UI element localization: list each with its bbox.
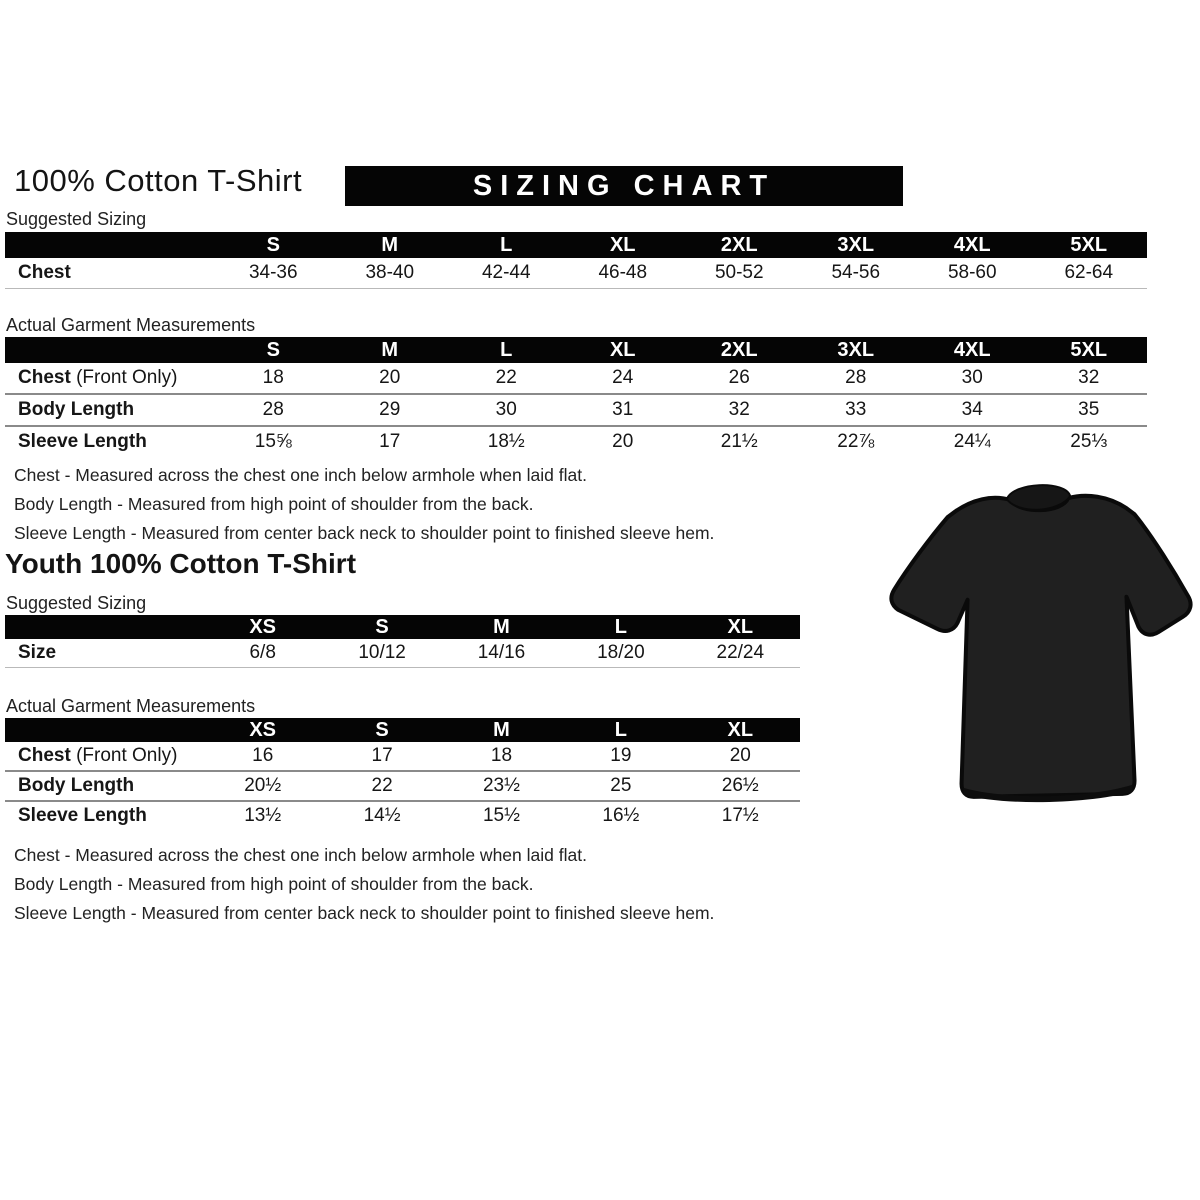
size-column-header: M [332,232,449,258]
measurement-cell: 19 [610,745,632,766]
measurement-cell: 20½ [203,771,322,801]
table-row [5,801,800,830]
measurement-cell: 28 [215,394,332,426]
youth-measurement-notes [14,841,714,928]
youth-suggested-sizing-table [5,615,800,668]
measurement-note: Body Length - Measured from high point of shoulder from the back. [14,874,534,894]
measurement-cell: 10/12 [322,639,441,668]
adult-suggested-sizing-label: Suggested Sizing [6,209,147,229]
black-t-shirt-image [885,468,1197,820]
measurement-cell: 22 [322,771,441,801]
size-column-header: 4XL [914,337,1031,363]
row-label: Body Length [5,771,203,801]
measurement-cell: 62-64 [1031,258,1148,289]
measurement-cell: 30 [961,367,983,388]
row-label: Chest (Front Only) [18,745,178,766]
measurement-cell: 22⅞ [798,426,915,457]
measurement-cell: 35 [1031,394,1148,426]
table-row [5,426,1147,457]
measurement-cell: 16½ [561,801,680,830]
size-column-header: 2XL [681,232,798,258]
youth-title: Youth 100% Cotton T-Shirt [5,548,357,579]
size-column-header: 3XL [798,337,915,363]
table-header-row [5,232,1147,258]
table-row [5,394,1147,426]
measurement-cell: 34 [914,394,1031,426]
table-header-row [5,337,1147,363]
measurement-note: Body Length - Measured from high point of shoulder from the back. [14,494,534,514]
t-shirt-body [891,496,1190,797]
size-column-header: XL [681,718,800,742]
measurement-cell: 16 [252,745,274,766]
measurement-cell: 38-40 [332,258,449,289]
table-header-row [5,718,800,742]
measurement-cell: 20 [729,745,751,766]
measurement-cell: 26½ [681,771,800,801]
measurement-cell: 23½ [442,771,561,801]
table-row [5,771,800,801]
size-column-header: XL [565,337,682,363]
measurement-cell: 14½ [322,801,441,830]
measurement-cell: 24¼ [914,426,1031,457]
measurement-cell: 14/16 [442,639,561,668]
size-column-header: M [442,718,561,742]
size-column-header: S [215,232,332,258]
youth-suggested-sizing-label: Suggested Sizing [6,593,147,613]
sizing-chart-banner: SIZING CHART [345,166,903,206]
size-column-header: L [561,718,680,742]
measurement-cell: 13½ [203,801,322,830]
size-column-header: 4XL [914,232,1031,258]
corner-cell [5,232,215,258]
row-label: Chest (Front Only) [18,367,178,388]
measurement-cell: 17½ [681,801,800,830]
measurement-cell: 6/8 [203,639,322,668]
size-column-header: S [215,337,332,363]
corner-cell [5,718,203,742]
measurement-cell: 18 [262,367,284,388]
size-column-header: XS [203,718,322,742]
measurement-cell: 21½ [681,426,798,457]
size-column-header: M [442,615,561,639]
size-column-header: L [448,232,565,258]
measurement-note: Chest - Measured across the chest one inch below armhole when laid flat. [14,465,587,485]
measurement-cell: 32 [1078,367,1100,388]
measurement-cell: 15½ [442,801,561,830]
adult-measurement-notes [14,461,714,548]
size-column-header: XS [203,615,322,639]
row-label: Sleeve Length [5,801,203,830]
measurement-cell: 58-60 [914,258,1031,289]
row-label: Size [5,639,203,668]
measurement-cell: 18 [490,745,513,766]
measurement-cell: 25 [561,771,680,801]
size-column-header: S [322,615,441,639]
measurement-cell: 54-56 [798,258,915,289]
measurement-cell: 26 [728,367,750,388]
table-row [5,363,1147,394]
size-column-header: XL [681,615,800,639]
measurement-cell: 22/24 [681,639,800,668]
measurement-cell: 42-44 [448,258,565,289]
measurement-cell: 31 [565,394,682,426]
table-header-row [5,615,800,639]
corner-cell [5,337,215,363]
corner-cell [5,615,203,639]
table-row [5,258,1147,289]
size-column-header: 5XL [1031,337,1148,363]
measurement-cell: 20 [379,367,401,388]
measurement-note: Sleeve Length - Measured from center back neck to shoulder point to finished sleeve hem. [14,523,715,543]
measurement-cell: 50-52 [681,258,798,289]
measurement-cell: 15⅝ [215,426,332,457]
measurement-cell: 24 [612,367,634,388]
measurement-cell: 18½ [448,426,565,457]
measurement-note: Chest - Measured across the chest one inch below armhole when laid flat. [14,845,587,865]
size-column-header: L [448,337,565,363]
size-column-header: 5XL [1031,232,1148,258]
size-column-header: 2XL [681,337,798,363]
measurement-cell: 29 [332,394,449,426]
adult-actual-measurements-table [5,337,1147,457]
size-column-header: XL [565,232,682,258]
size-column-header: M [332,337,449,363]
adult-actual-measurements-label: Actual Garment Measurements [6,315,256,335]
size-column-header: S [322,718,441,742]
measurement-cell: 22 [495,367,517,388]
measurement-cell: 28 [845,367,867,388]
measurement-cell: 18/20 [561,639,680,668]
row-label: Chest [5,258,215,289]
measurement-cell: 30 [448,394,565,426]
measurement-cell: 33 [798,394,915,426]
measurement-cell: 25⅓ [1031,426,1148,457]
measurement-cell: 17 [332,426,449,457]
youth-actual-measurements-label: Actual Garment Measurements [6,696,256,716]
size-column-header: 3XL [798,232,915,258]
measurement-cell: 32 [681,394,798,426]
row-label: Sleeve Length [5,426,215,457]
measurement-cell: 17 [371,745,393,766]
table-row [5,639,800,668]
page-title: 100% Cotton T-Shirt [14,163,303,198]
youth-actual-measurements-table [5,718,800,830]
measurement-note: Sleeve Length - Measured from center back neck to shoulder point to finished sleeve hem. [14,903,715,923]
measurement-cell: 46-48 [565,258,682,289]
row-label: Body Length [5,394,215,426]
measurement-cell: 20 [565,426,682,457]
adult-suggested-sizing-table [5,232,1147,289]
measurement-cell: 34-36 [215,258,332,289]
size-column-header: L [561,615,680,639]
table-row [5,742,800,771]
